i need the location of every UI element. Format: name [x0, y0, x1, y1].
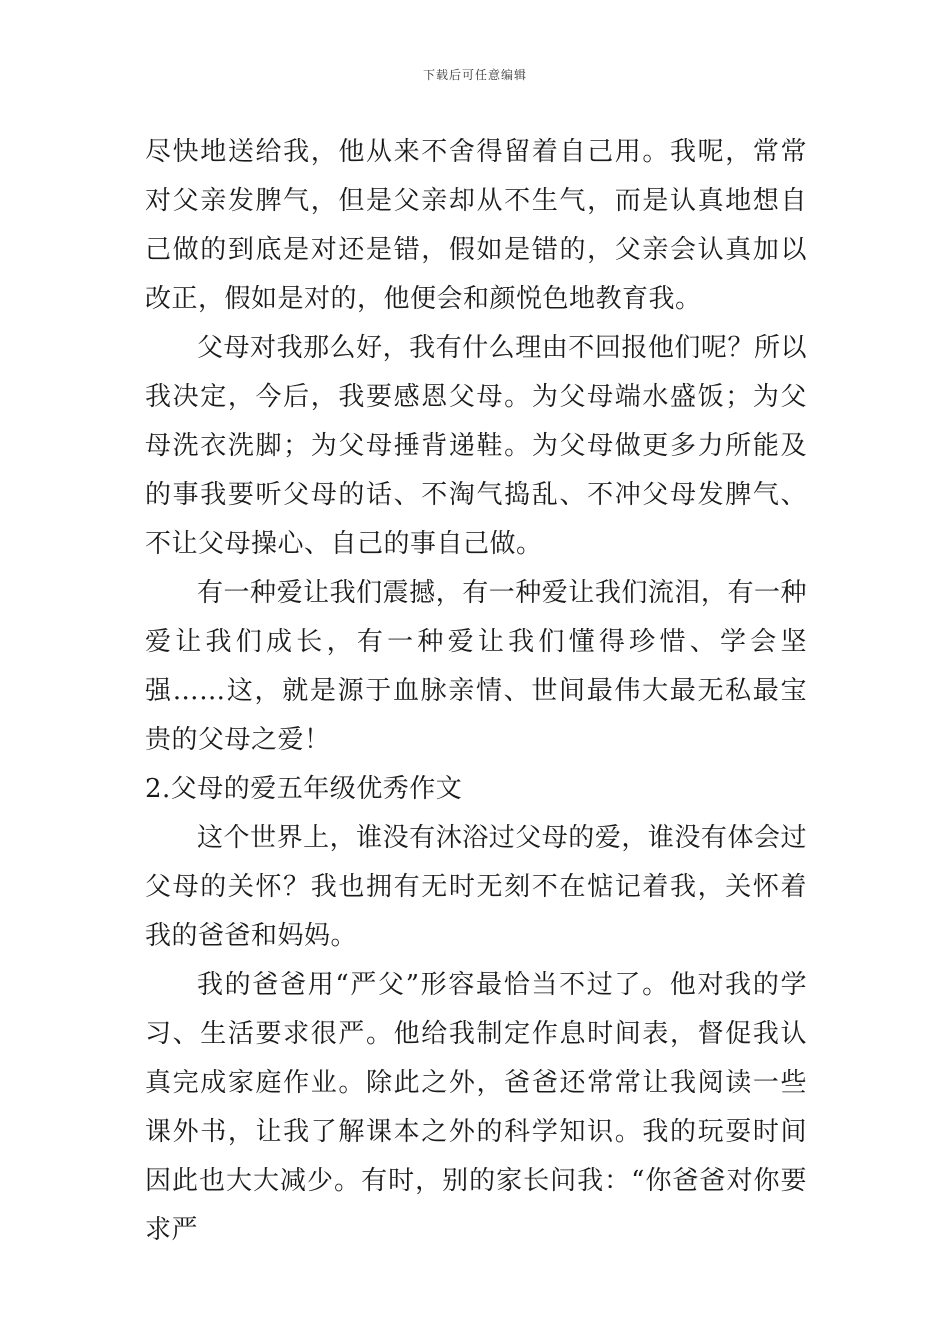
- document-body: [145, 128, 807, 1255]
- paragraph-gratitude: 父母对我那么好，我有什么理由不回报他们呢？所以我决定，今后，我要感恩父母。为父母端水盛饭；为父母洗衣洗脚；为父母捶背递鞋。为父母做更多力所能及的事我要听父母的话、不淘气捣乱、不冲父母发脾气、不让父母操心、自己的事自己做。: [145, 333, 807, 559]
- paragraph-continued: 尽快地送给我，他从来不舍得留着自己用。我呢，常常对父亲发脾气，但是父亲却从不生气，而是认真地想自己做的到底是对还是错，假如是错的，父亲会认真加以改正，假如是对的，他便会和颜悦色地教育我。: [145, 137, 807, 314]
- header-note: 下载后可任意编辑: [422, 68, 527, 82]
- paragraph-intro: 这个世界上，谁没有沐浴过父母的爱，谁没有体会过父母的关怀？我也拥有无时无刻不在惦记着我，关怀着我的爸爸和妈妈。: [145, 823, 807, 951]
- paragraph-strict-father: 我的爸爸用“严父”形容最恰当不过了。他对我的学习、生活要求很严。他给我制定作息时间表，督促我认真完成家庭作业。除此之外，爸爸还常常让我阅读一些课外书，让我了解课本之外的科学知识。我的玩耍时间因此也大大减少。有时，别的家长问我：“你爸爸对你要求严: [145, 970, 807, 1245]
- section-heading: 2.父母的爱五年级优秀作文: [145, 774, 463, 804]
- paragraph-love: 有一种爱让我们震撼，有一种爱让我们流泪，有一种爱让我们成长，有一种爱让我们懂得珍惜、学会坚强……这，就是源于血脉亲情、世间最伟大最无私最宝贵的父母之爱！: [145, 578, 807, 755]
